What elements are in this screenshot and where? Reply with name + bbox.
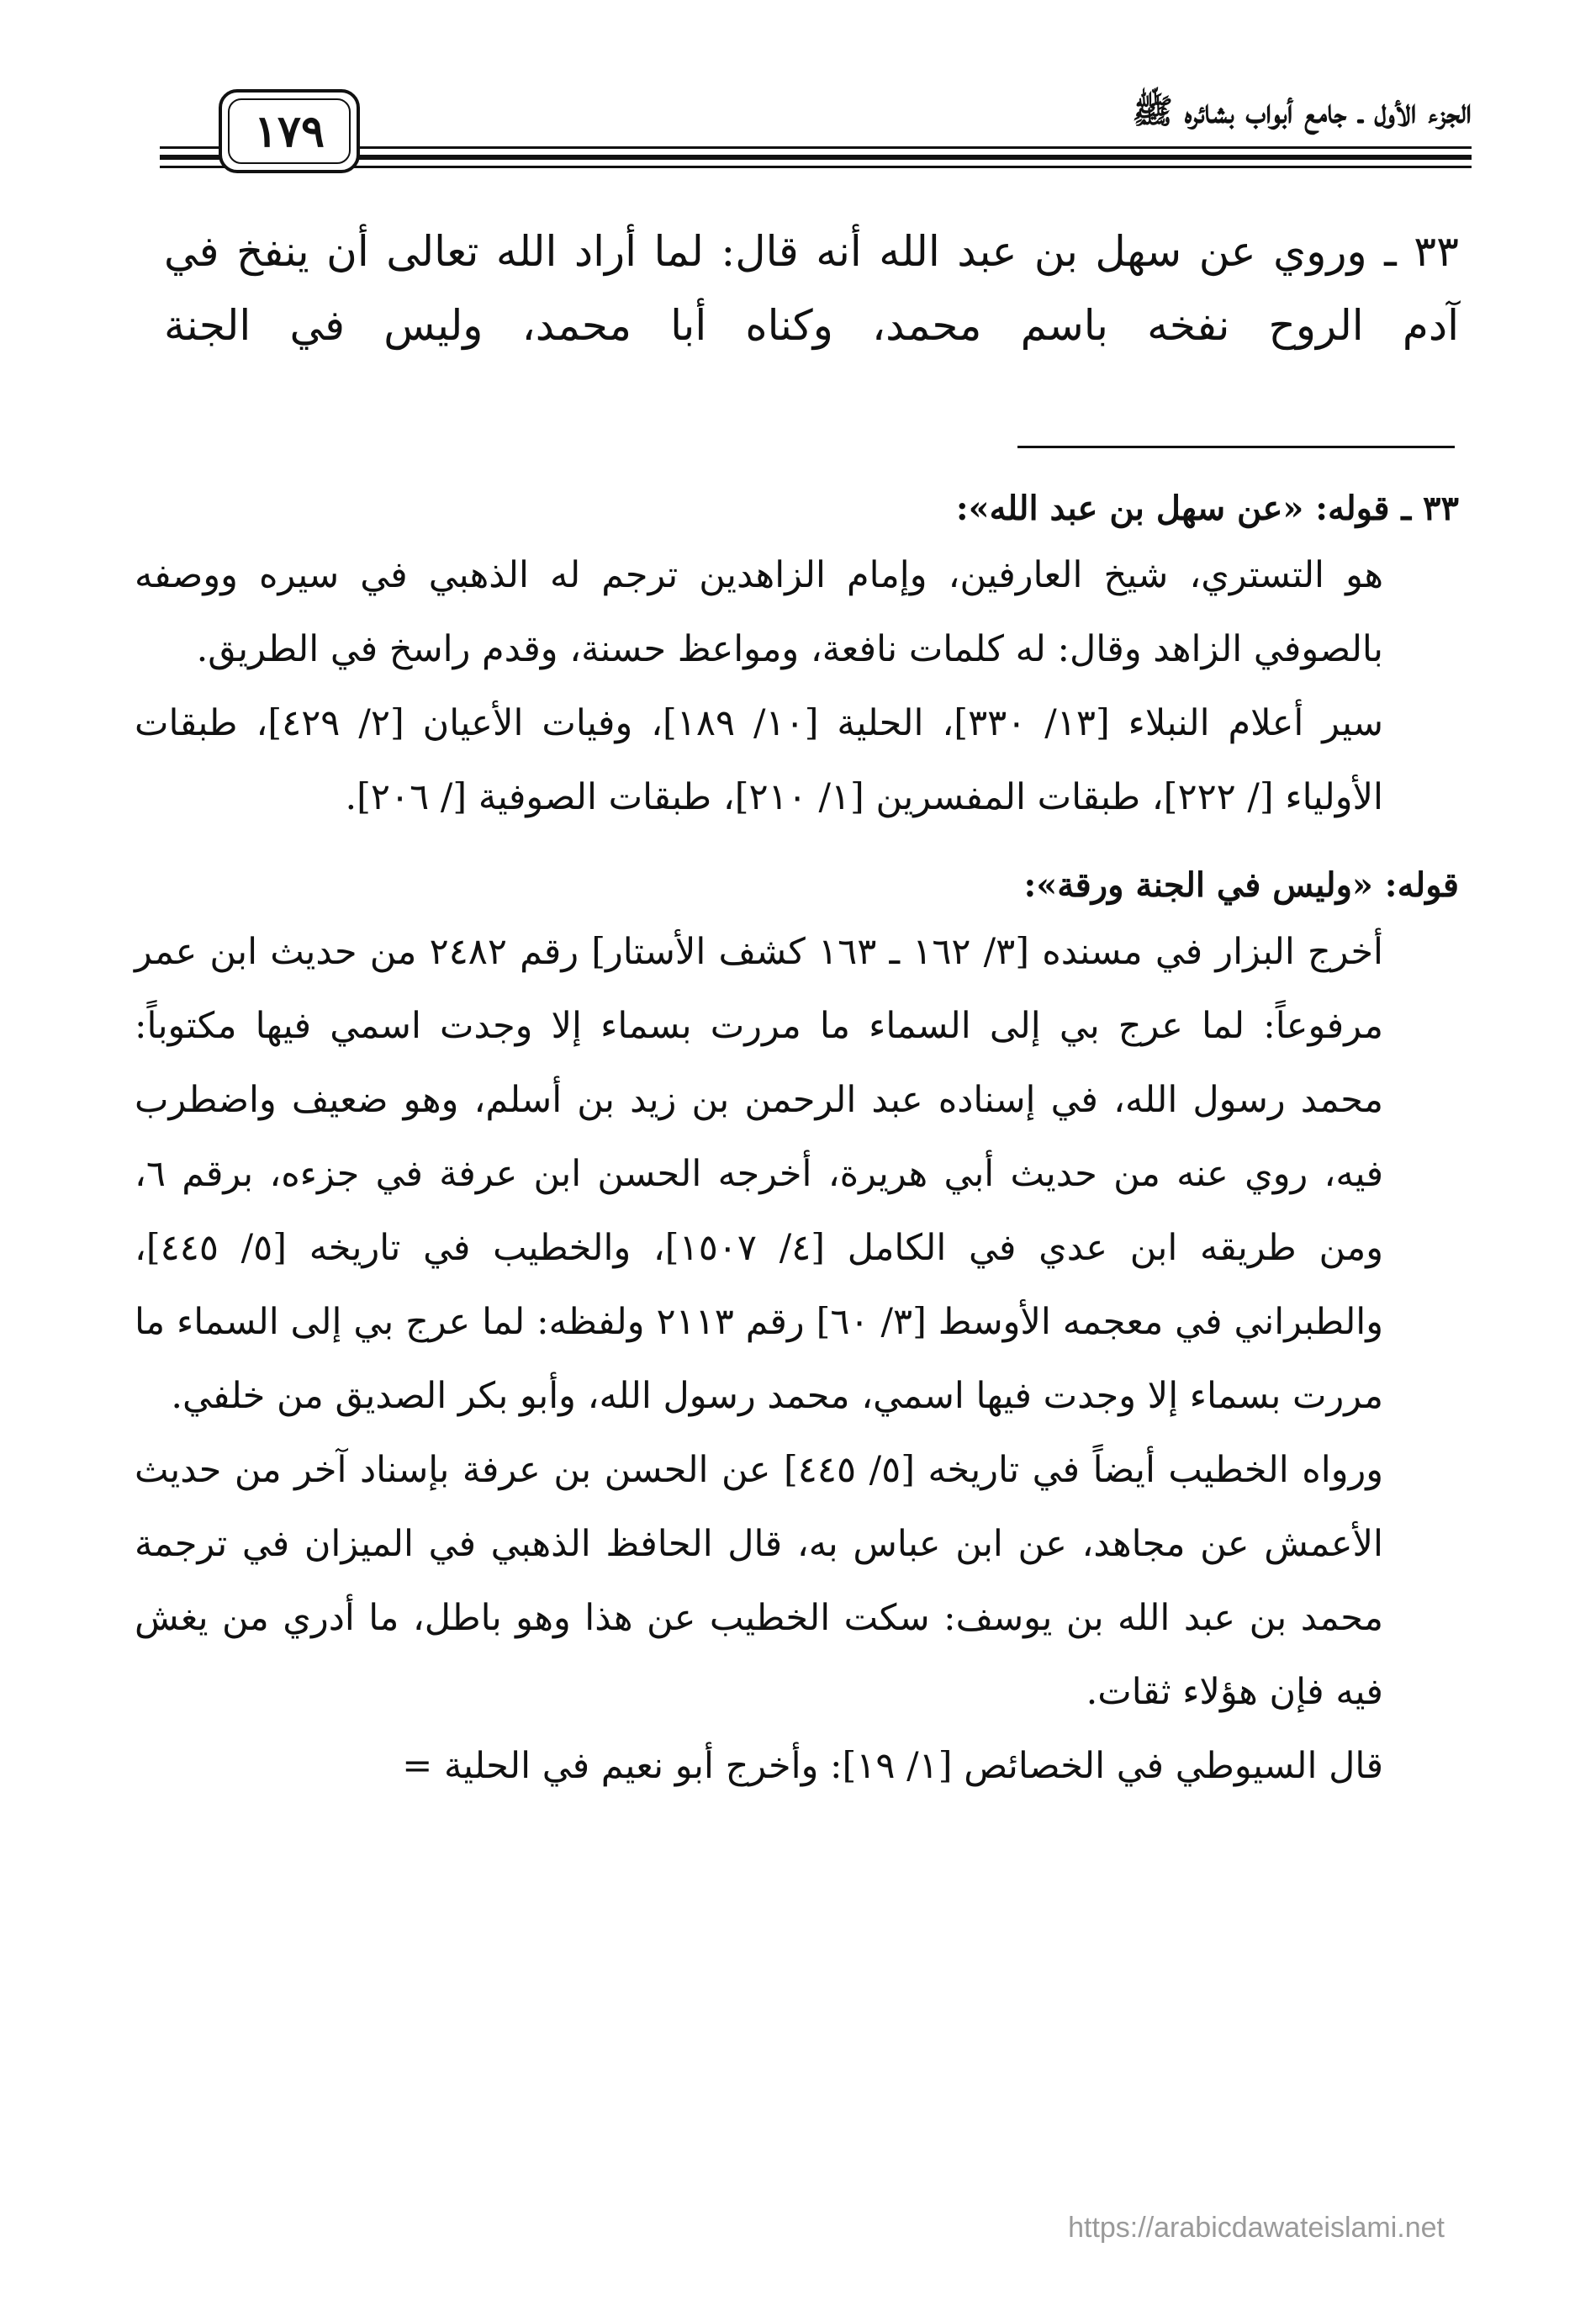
- footnotes: [135, 479, 1459, 1803]
- page-number-frame: [219, 89, 360, 173]
- running-title: الجزء الأول ـ جامع أبواب بشائره ﷺ: [1132, 92, 1472, 131]
- footnote-heading: ٣٣ ـ قوله: «عن سهل بن عبد الله»:: [955, 489, 1459, 528]
- footnote-body: [135, 915, 1383, 1803]
- footnote-paragraph: ورواه الخطيب أيضاً في تاريخه [٥/ ٤٤٥] عن الحسن بن عرفة بإسناد آخر من حديث الأعمش عن مجاهد، عن ابن عباس به، قال الحافظ الذهبي في الميزان في ترجمة محمد بن عبد الله بن يوسف: سكت الخطيب عن هذا وهو باطل، ما أدري من يغش فيه فإن هؤلاء ثقات.: [135, 1449, 1384, 1713]
- footnote-paragraph: قال السيوطي في الخصائص [١/ ١٩]: وأخرج أبو نعيم في الحلية =: [402, 1745, 1383, 1787]
- footnote-divider: [1017, 446, 1455, 448]
- page-number: ١٧٩: [254, 105, 325, 157]
- footnote-paragraph: أخرج البزار في مسنده [٣/ ١٦٢ ـ ١٦٣ كشف الأستار] رقم ٢٤٨٢ من حديث ابن عمر مرفوعاً: لما عرج بي إلى السماء ما مررت بسماء إلا وجدت اسمي فيها مكتوباً: محمد رسول الله، في إسناده عبد الرحمن بن زيد بن أسلم، وهو ضعيف واضطرب فيه، روي عنه من حديث أبي هريرة، أخرجه الحسن ابن عرفة في جزءه، برقم ٦، ومن طريقه ابن عدي في الكامل [٤/ ١٥٠٧]، والخطيب في تاريخه [٥/ ٤٤٥]، والطبراني في معجمه الأوسط [٣/ ٦٠] رقم ٢١١٣ ولفظه: لما عرج بي إلى السماء ما مررت بسماء إلا وجدت فيها اسمي، محمد رسول الله، وأبو بكر الصديق من خلفي.: [135, 931, 1384, 1417]
- page-header: [160, 74, 1472, 183]
- footnote-heading: قوله: «وليس في الجنة ورقة»:: [1023, 865, 1459, 905]
- footnote-references: سير أعلام النبلاء [١٣/ ٣٣٠]، الحلية [١٠/ ١٨٩]، وفيات الأعيان [٢/ ٤٢٩]، طبقات الأولياء [/ ٢٢٢]، طبقات المفسرين [١/ ٢١٠]، طبقات الصوفية [/ ٢٠٦].: [135, 702, 1384, 818]
- main-paragraph: ٣٣ ـ وروي عن سهل بن عبد الله أنه قال: لما أراد الله تعالى أن ينفخ في آدم الروح نفخه باسم محمد، وكناه أبا محمد، وليس في الجنة: [164, 227, 1459, 350]
- header-rule: [160, 166, 1472, 168]
- watermark-url: https://arabicdawateislami.net: [1068, 2212, 1445, 2244]
- footnote-body: [135, 538, 1383, 834]
- footnote-paragraph: هو التستري، شيخ العارفين، وإمام الزاهدين ترجم له الذهبي في سيره ووصفه بالصوفي الزاهد وقال: له كلمات نافعة، ومواعظ حسنة، وقدم راسخ في الطريق.: [135, 554, 1383, 670]
- main-text: [164, 214, 1459, 362]
